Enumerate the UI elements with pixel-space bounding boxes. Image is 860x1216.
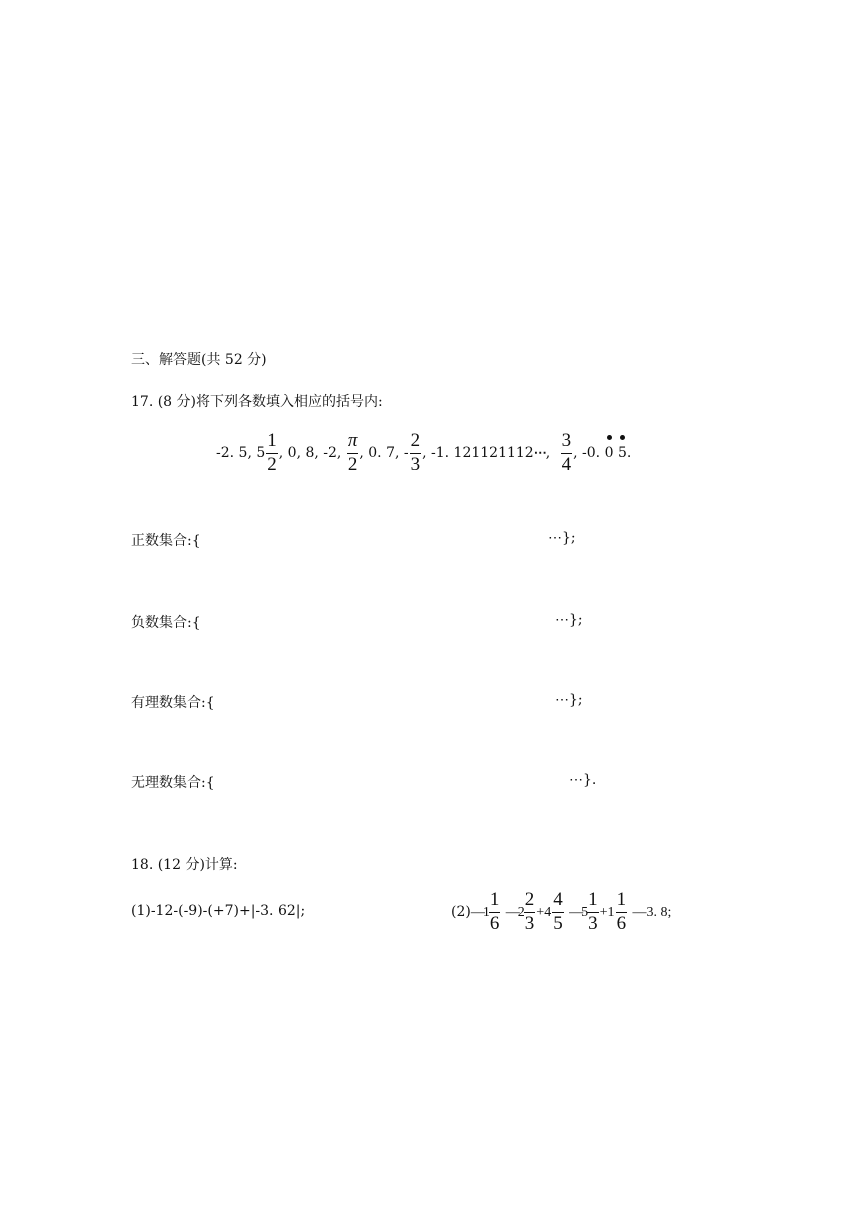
number-text: , -0.	[573, 444, 601, 461]
number-text: , -1. 121121112	[422, 444, 534, 461]
positive-set-end	[548, 530, 576, 546]
negative-set-label: 负数集合:{	[131, 615, 201, 631]
denominator: 2	[347, 453, 358, 475]
fraction	[587, 890, 599, 934]
denominator: 4	[561, 453, 572, 475]
repeating-digit: 0	[604, 444, 614, 461]
numerator: π	[347, 430, 358, 451]
rational-set-end	[555, 692, 583, 708]
question-18-prompt: 18. (12 分)计算:	[131, 857, 238, 873]
section-title: 三、解答题(共 52 分)	[131, 352, 267, 368]
number-list	[216, 431, 631, 475]
pi-fraction	[347, 431, 359, 475]
set-end-text: ⋯};	[555, 612, 583, 628]
question-18-part-2	[451, 890, 671, 934]
numerator: 3	[561, 430, 572, 451]
set-end-text: ⋯};	[555, 692, 583, 708]
term-sign: +4	[536, 904, 552, 920]
numerator: 4	[553, 889, 563, 910]
term-sign: +1	[599, 904, 615, 920]
denominator: 6	[489, 912, 500, 934]
fraction	[616, 890, 628, 934]
term-sign: —5	[569, 904, 587, 920]
number-text: .	[626, 444, 632, 461]
part-label: (2)	[451, 903, 471, 920]
positive-set-label: 正数集合:{	[131, 533, 201, 549]
negative-set-end	[555, 612, 583, 628]
irrational-set-end	[569, 772, 596, 788]
numerator: 1	[489, 889, 500, 910]
term-sign: —2	[505, 904, 523, 920]
numerator: 1	[267, 430, 277, 451]
question-18-part-1: (1)-12-(-9)-(+7)+|-3. 62|;	[131, 903, 306, 919]
number-text: , 0. 7, -	[359, 444, 409, 461]
denominator: 3	[524, 912, 535, 934]
tail-term: —3. 8;	[632, 904, 672, 920]
numerator: 1	[588, 889, 598, 910]
numerator: 2	[524, 889, 535, 910]
irrational-set-label: 无理数集合:{	[131, 775, 215, 791]
number-text: -2. 5, 5	[216, 444, 266, 461]
number-text: ,	[545, 444, 551, 461]
term-sign: —1	[470, 904, 488, 920]
denominator: 3	[588, 912, 598, 934]
denominator: 2	[267, 453, 277, 475]
number-text: , 0, 8, -2,	[278, 444, 342, 461]
fraction	[410, 431, 422, 475]
fraction	[561, 431, 573, 475]
fraction	[524, 890, 536, 934]
denominator: 5	[553, 912, 563, 934]
fraction	[266, 431, 278, 475]
denominator: 6	[616, 912, 627, 934]
fraction	[489, 890, 501, 934]
fraction	[552, 890, 564, 934]
denominator: 3	[410, 453, 421, 475]
set-end-text: ⋯};	[548, 530, 576, 546]
rational-set-label: 有理数集合:{	[131, 695, 215, 711]
set-end-text: ⋯}.	[569, 772, 597, 788]
numerator: 1	[616, 889, 627, 910]
numerator: 2	[410, 430, 421, 451]
ellipsis: ⋯	[533, 444, 546, 460]
question-17-prompt: 17. (8 分)将下列各数填入相应的括号内:	[131, 394, 383, 410]
repeating-digit: 5	[617, 444, 627, 461]
